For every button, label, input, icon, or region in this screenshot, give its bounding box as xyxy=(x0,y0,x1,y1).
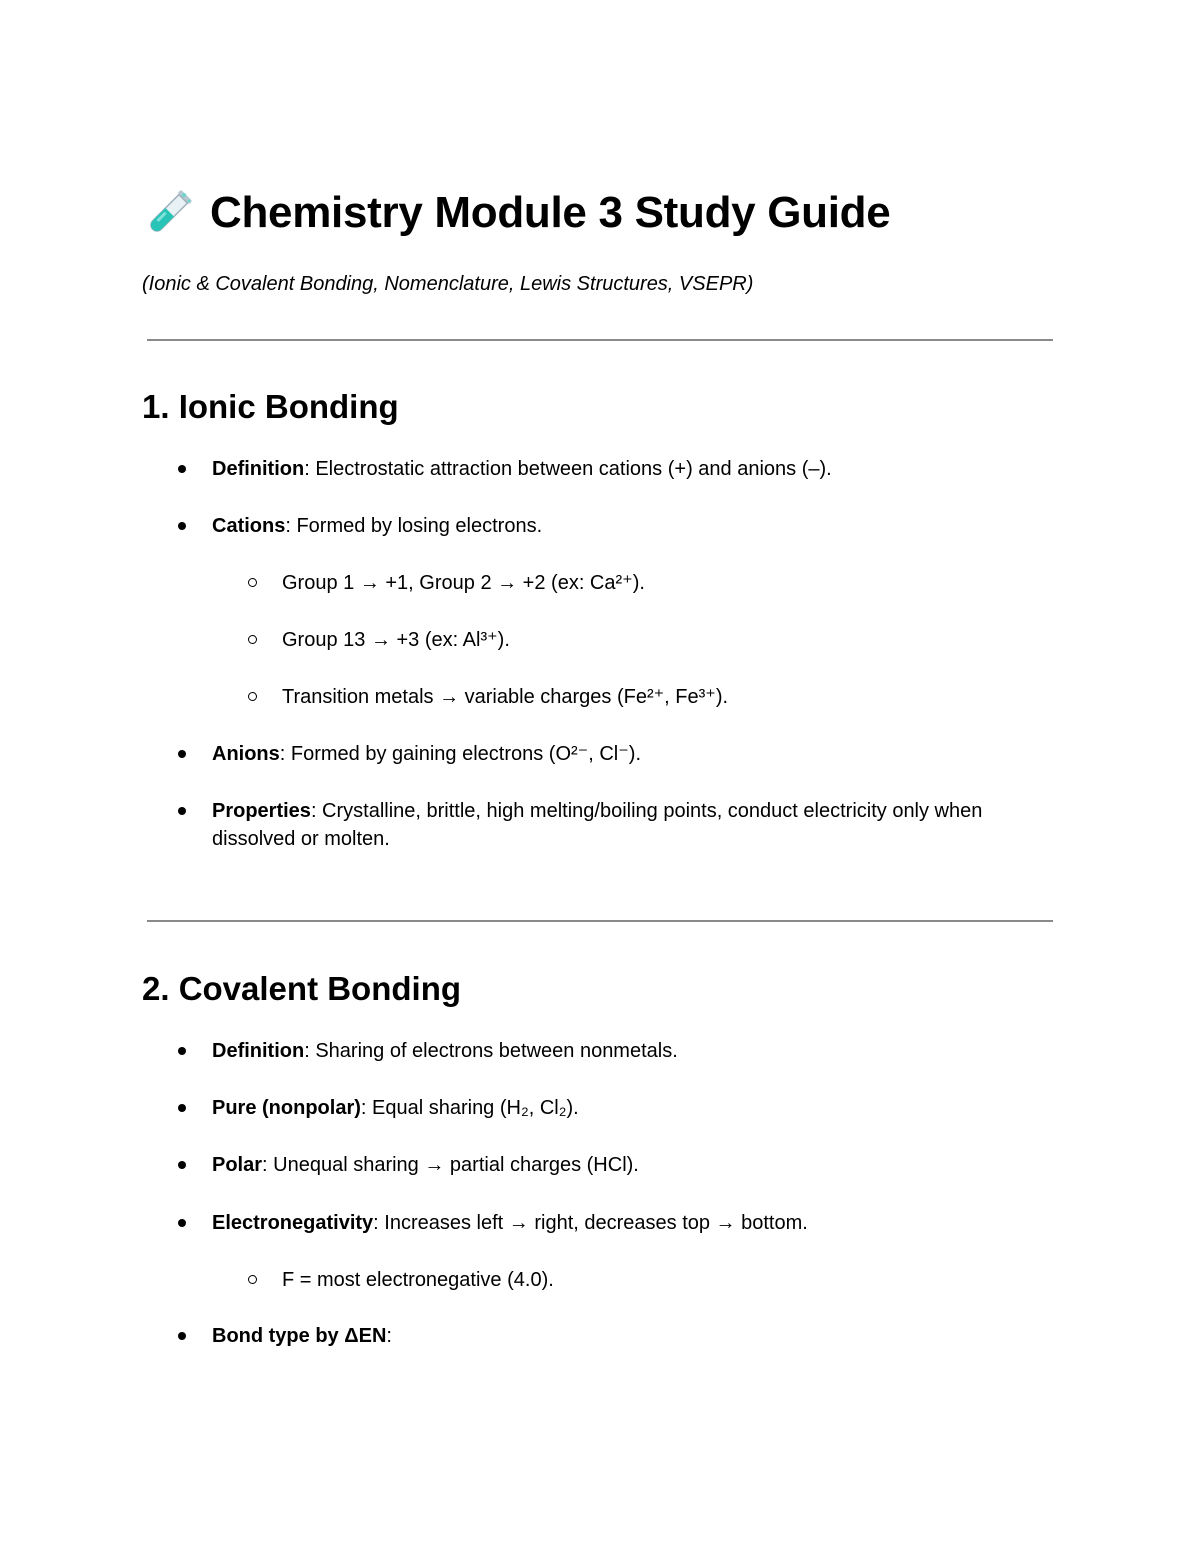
list-item: Definition: Electrostatic attraction between cations (+) and anions (–). xyxy=(212,458,832,480)
list-item: Cations: Formed by losing electrons. xyxy=(212,515,543,537)
list-item: Group 13 → +3 (ex: Al³⁺). xyxy=(282,629,510,651)
bullet-icon xyxy=(178,1332,186,1340)
bullet-icon xyxy=(178,1219,186,1227)
page-subtitle: (Ionic & Covalent Bonding, Nomenclature, Lewis Structures, VSEPR) xyxy=(142,273,754,295)
page-title-text: Chemistry Module 3 Study Guide xyxy=(210,188,891,237)
divider xyxy=(147,920,1053,922)
list-item: Polar: Unequal sharing → partial charges (HCl). xyxy=(212,1154,639,1176)
test-tube-icon xyxy=(142,186,196,240)
list-item: Electronegativity: Increases left → right, decreases top → bottom. xyxy=(212,1212,808,1234)
section-heading-ionic: 1. Ionic Bonding xyxy=(142,388,399,425)
divider xyxy=(147,339,1053,341)
list-item: Pure (nonpolar): Equal sharing (H₂, Cl₂). xyxy=(212,1097,579,1119)
sub-bullet-icon xyxy=(248,692,257,701)
bullet-icon xyxy=(178,522,186,530)
bullet-icon xyxy=(178,1104,186,1112)
sub-bullet-icon xyxy=(248,1275,257,1284)
bullet-icon xyxy=(178,750,186,758)
section-heading-covalent: 2. Covalent Bonding xyxy=(142,970,462,1007)
bullet-icon xyxy=(178,1161,186,1169)
sub-bullet-icon xyxy=(248,635,257,644)
list-item: Bond type by ΔEN: xyxy=(212,1325,392,1347)
list-item: Transition metals → variable charges (Fe²⁺, Fe³⁺). xyxy=(282,686,729,708)
list-item: Anions: Formed by gaining electrons (O²⁻, Cl⁻). xyxy=(212,743,642,765)
list-item: F = most electronegative (4.0). xyxy=(282,1269,554,1291)
bullet-icon xyxy=(178,807,186,815)
list-item: Properties: Crystalline, brittle, high melting/boiling points, conduct electricity only when dissolved or molten. xyxy=(212,800,983,850)
list-item: Group 1 → +1, Group 2 → +2 (ex: Ca²⁺). xyxy=(282,572,645,594)
page-title xyxy=(142,186,890,240)
bullet-icon xyxy=(178,1047,186,1055)
list-item: Definition: Sharing of electrons between nonmetals. xyxy=(212,1040,678,1062)
sub-bullet-icon xyxy=(248,578,257,587)
bullet-icon xyxy=(178,465,186,473)
